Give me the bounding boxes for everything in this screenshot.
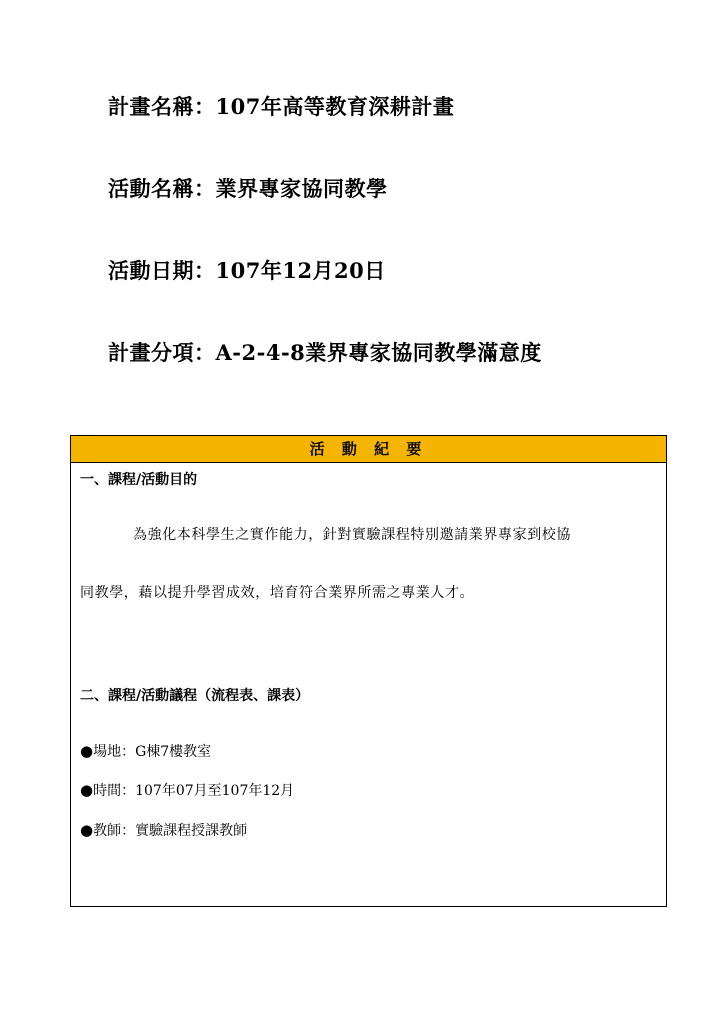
plan-item-line	[108, 337, 542, 367]
bullet-icon: ●	[80, 742, 94, 760]
plan-name-value: 107年高等教育深耕計畫	[215, 94, 455, 119]
activity-name-label: 活動名稱：	[108, 176, 216, 201]
bullet-icon: ●	[80, 821, 94, 839]
agenda-item-value: 107年07月至107年12月	[135, 783, 295, 799]
plan-name-line	[108, 91, 454, 121]
activity-summary-box	[70, 435, 667, 907]
plan-name-label: 計畫名稱：	[108, 94, 216, 119]
bullet-icon: ●	[80, 781, 94, 799]
activity-name-value: 業界專家協同教學	[215, 176, 388, 201]
plan-item-value: A-2-4-8業界專家協同教學滿意度	[215, 340, 542, 365]
activity-date-line	[108, 255, 386, 285]
summary-header: 活 動 紀 要	[71, 436, 666, 463]
agenda-item-label: 場地：	[93, 744, 136, 760]
activity-date-value: 107年12月20日	[215, 258, 386, 283]
agenda-item-label: 教師：	[93, 823, 136, 839]
agenda-item-time	[80, 780, 294, 800]
agenda-item-venue	[80, 741, 211, 761]
purpose-paragraph-line-2: 同教學，藉以提升學習成效，培育符合業界所需之專業人才。	[80, 585, 475, 601]
section-agenda-heading: 二、課程/活動議程（流程表、課表）	[80, 688, 310, 704]
agenda-item-label: 時間：	[93, 783, 136, 799]
activity-date-label: 活動日期：	[108, 258, 216, 283]
agenda-item-value: G棟7樓教室	[135, 744, 212, 760]
activity-name-line	[108, 173, 388, 203]
purpose-paragraph-line-1: 為強化本科學生之實作能力，針對實驗課程特別邀請業界專家到校協	[133, 527, 571, 543]
plan-item-label: 計畫分項：	[108, 340, 216, 365]
section-purpose-heading: 一、課程/活動目的	[80, 472, 198, 488]
agenda-item-teacher	[80, 820, 247, 840]
agenda-item-value: 實驗課程授課教師	[135, 823, 248, 839]
